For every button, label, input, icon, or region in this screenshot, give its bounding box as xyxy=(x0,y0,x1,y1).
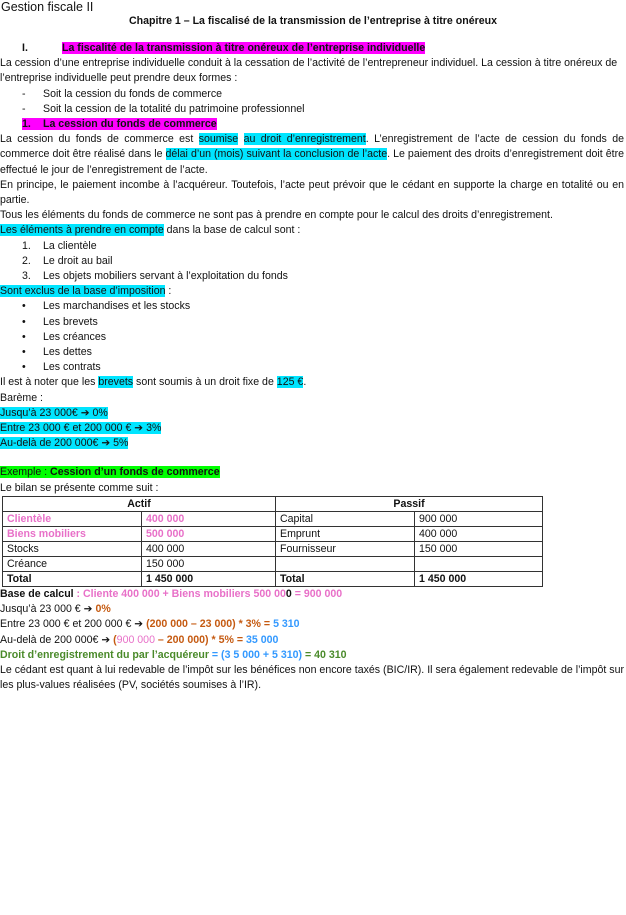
bareme-line: Au-delà de 200 000€ ➔ 5% xyxy=(0,437,129,450)
table-total-row: Total 1 450 000 Total 1 450 000 xyxy=(3,571,543,586)
section-number: I. xyxy=(22,42,28,54)
list-item: • Les marchandises et les stocks xyxy=(22,300,191,313)
table-header-row xyxy=(3,496,543,511)
document-body xyxy=(0,41,624,693)
highlight-delai: délai d’un (mois) suivant la conclusion de l’acte xyxy=(165,148,388,161)
intro-paragraph: La cession d’une entreprise individuelle conduit à la cessation de l’activité de l’entrepreneur individuel. La cession à titre onéreux de l’entreprise individuelle peut prendre deux formes : xyxy=(0,57,618,85)
list-item: - Soit la cession du fonds de commerce xyxy=(22,87,223,100)
bilan-table xyxy=(2,496,543,587)
calc-line-1: Jusqu’à 23 000 € ➔ 0% xyxy=(0,603,111,616)
paragraph-excluded-intro: Sont exclus de la base d’imposition : xyxy=(0,285,172,298)
calc-droit: Droit d’enregistrement du par l’acquéreur = (3 5 000 + 5 310) = 40 310 xyxy=(0,648,347,661)
paragraph-elements-intro: Les éléments à prendre en compte dans la base de calcul sont : xyxy=(0,224,301,237)
table-header-passif: Passif xyxy=(276,496,543,511)
bilan-intro: Le bilan se présente comme suit : xyxy=(0,481,159,494)
elements-list xyxy=(0,239,624,285)
forms-list xyxy=(0,87,624,117)
paragraph-payment: En principe, le paiement incombe à l’acquéreur. Toutefois, l’acte peut prévoir que le cédant en supporte la charge en totalité ou en partie. xyxy=(0,178,624,207)
calc-line-2: Entre 23 000 € et 200 000 € ➔ (200 000 – 23 000) * 3% = 5 310 xyxy=(0,618,300,631)
table-row: Clientèle 400 000 Capital 900 000 xyxy=(3,511,543,526)
paragraph-brevets: Il est à noter que les brevets sont soumis à un droit fixe de 125 €. xyxy=(0,376,307,389)
section-heading xyxy=(0,41,624,56)
list-item: • Les contrats xyxy=(22,361,101,374)
subsection-number: 1. xyxy=(22,118,31,131)
bareme-line: Jusqu’à 23 000€ ➔ 0% xyxy=(0,406,108,419)
list-item: 3. Les objets mobiliers servant à l’exploitation du fonds xyxy=(22,270,288,283)
bareme-label: Barème : xyxy=(0,391,43,404)
list-item: - Soit la cession de la totalité du patrimoine professionnel xyxy=(22,102,305,115)
list-item: • Les dettes xyxy=(22,346,92,359)
list-item: • Les créances xyxy=(22,330,107,343)
paragraph-registration: La cession du fonds de commerce est soumise au droit d’enregistrement. L’enregistrement de l’acte de cession du fonds de commerce doit être réalisé dans le délai d’un (mois) suivant la conclusion de l’acte. Le paiement des droits d’enregistrement doit être effectué le jour de l’enregistrement de l’acte. xyxy=(0,133,624,176)
table-row: Stocks 400 000 Fournisseur 150 000 xyxy=(3,541,543,556)
excluded-list xyxy=(0,299,624,375)
paragraph-elements-note: Tous les éléments du fonds de commerce ne sont pas à prendre en compte pour le calcul des droits d’enregistrement. xyxy=(0,209,553,222)
list-item: • Les brevets xyxy=(22,315,98,328)
list-item: 1. La clientèle xyxy=(22,239,97,252)
section-title: La fiscalité de la transmission à titre onéreux de l’entreprise individuelle xyxy=(62,42,426,54)
table-header-actif: Actif xyxy=(3,496,276,511)
chapter-title: Chapitre 1 – La fiscalisé de la transmission de l’entreprise à titre onéreux xyxy=(129,15,497,27)
bareme-line: Entre 23 000 € et 200 000 € ➔ 3% xyxy=(0,422,162,435)
subsection-heading xyxy=(0,117,624,132)
table-row: Créance 150 000 xyxy=(3,556,543,571)
list-item: 2. Le droit au bail xyxy=(22,254,113,267)
conclusion-paragraph: Le cédant est quant à lui redevable de l’impôt sur les bénéfices non encore taxés (BIC/IR). Il sera également redevable de l’impôt sur les plus-values réalisées (PV, sociétés soumises à l’IR). xyxy=(0,663,624,692)
highlight-soumise: soumise xyxy=(198,133,239,146)
document-header: Gestion fiscale II xyxy=(1,0,94,14)
example-heading: Exemple : Cession d’un fonds de commerce xyxy=(0,466,220,479)
subsection-title: La cession du fonds de commerce xyxy=(43,118,217,131)
highlight-droit: au droit d’enregistrement xyxy=(243,133,366,146)
calc-base: Base de calcul : Cliente 400 000 + Biens mobiliers 500 000 = 900 000 xyxy=(0,587,343,600)
calc-line-3: Au-delà de 200 000€ ➔ (900 000 – 200 000) * 5% = 35 000 xyxy=(0,633,279,646)
table-row: Biens mobiliers 500 000 Emprunt 400 000 xyxy=(3,526,543,541)
